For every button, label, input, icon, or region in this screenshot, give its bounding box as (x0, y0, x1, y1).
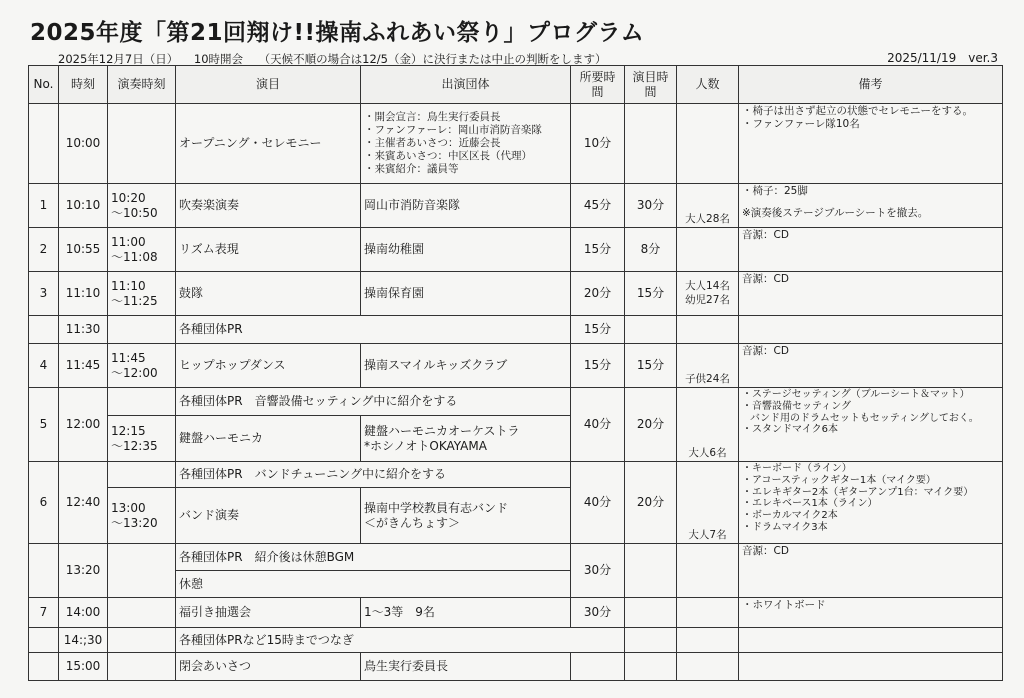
event-date: 2025年12月7日（日） (58, 52, 179, 66)
row-people (677, 104, 739, 184)
performer-line: ＜がきんちょす＞ (364, 515, 461, 530)
row-perf-time (108, 104, 176, 184)
row-prog-time (625, 544, 677, 598)
row-no: 6 (29, 462, 59, 544)
row-people: 子供24名 (677, 344, 739, 388)
row-no: 3 (29, 272, 59, 316)
version-label: 2025/11/19 ver.3 (887, 51, 998, 65)
table-row (29, 272, 1003, 316)
row-notes (739, 228, 1003, 272)
row-req-time: 40分 (571, 388, 625, 462)
row-people (677, 544, 739, 598)
table-row (29, 598, 1003, 628)
row-performer: 鳥生実行委員長 (361, 653, 571, 681)
row-notes (739, 316, 1003, 344)
perf-start: 11:10 (111, 279, 146, 294)
row-program: バンド演奏 (176, 488, 361, 544)
row-people (677, 628, 739, 653)
row-perf-time (108, 488, 176, 544)
table-row (29, 388, 1003, 416)
note-line: ・エレキギター2本（ギターアンプ1台：マイク要） (742, 486, 974, 498)
row-perf-time (108, 544, 176, 598)
row-perf-time (108, 628, 176, 653)
row-people (677, 598, 739, 628)
note-line: ・椅子は出さず起立の状態でセレモニーをする。 (742, 105, 973, 117)
row-prog-time: 30分 (625, 184, 677, 228)
note-line: ・キーボード（ライン） (742, 463, 852, 474)
row-time: 10:00 (59, 104, 108, 184)
performer-line: 鍵盤ハーモニカオーケストラ (364, 424, 520, 439)
row-time: 11:10 (59, 272, 108, 316)
row-program: 福引き抽選会 (176, 598, 361, 628)
row-no (29, 544, 59, 598)
row-rest: 休憩 (176, 571, 571, 598)
note-line: 音源：CD (742, 545, 789, 557)
row-notes (739, 104, 1003, 184)
row-req-time: 20分 (571, 272, 625, 316)
row-perf-time (108, 388, 176, 416)
row-prog-time: 20分 (625, 388, 677, 462)
row-notes (739, 344, 1003, 388)
note-line: 音源：CD (742, 273, 789, 285)
performer-line: ・主催者あいさつ：近藤会長 (364, 136, 501, 149)
col-notes: 備考 (739, 66, 1003, 104)
row-performer: 1～3等 9名 (361, 598, 571, 628)
row-notes (739, 184, 1003, 228)
row-performer (361, 416, 571, 462)
row-pr-text: 各種団体PR 音響設備セッティング中に紹介をする (176, 388, 571, 416)
row-notes (739, 653, 1003, 681)
row-people (677, 653, 739, 681)
row-program: リズム表現 (176, 228, 361, 272)
perf-end: ～12:35 (111, 438, 158, 453)
row-time: 11:45 (59, 344, 108, 388)
col-prog-time: 演目時間 (625, 66, 677, 104)
row-prog-time: 20分 (625, 462, 677, 544)
col-people: 人数 (677, 66, 739, 104)
row-program: 吹奏楽演奏 (176, 184, 361, 228)
row-req-time: 45分 (571, 184, 625, 228)
performer-line: ・開会宣言：鳥生実行委員長 (364, 110, 501, 123)
row-program: ヒップホップダンス (176, 344, 361, 388)
table-row (29, 653, 1003, 681)
row-no: 4 (29, 344, 59, 388)
row-program: 閉会あいさつ (176, 653, 361, 681)
note-line: ※演奏後ステージブルーシートを撤去。 (742, 207, 929, 220)
row-time: 10:55 (59, 228, 108, 272)
row-req-time: 30分 (571, 598, 625, 628)
page-title: 2025年度「第21回翔け!!操南ふれあい祭り」プログラム (30, 20, 645, 46)
row-program: 鼓隊 (176, 272, 361, 316)
col-performer: 出演団体 (361, 66, 571, 104)
row-no: 1 (29, 184, 59, 228)
row-perf-time (108, 184, 176, 228)
row-time: 14:;30 (59, 628, 108, 653)
row-notes (739, 388, 1003, 462)
row-notes (739, 272, 1003, 316)
note-line: ・ボーカルマイク2本 (742, 510, 838, 522)
row-pr-text: 各種団体PR バンドチューニング中に紹介をする (176, 462, 571, 488)
row-people: 大人6名 (677, 388, 739, 462)
table-row (29, 462, 1003, 488)
performer-line: 操南中学校教員有志バンド (364, 501, 509, 516)
note-line: 音源：CD (742, 229, 789, 241)
perf-end: ～13:20 (111, 515, 158, 530)
note-line: ・椅子：25脚 (742, 185, 808, 197)
row-time: 13:20 (59, 544, 108, 598)
table-row (29, 228, 1003, 272)
row-req-time: 40分 (571, 462, 625, 544)
row-req-time (571, 653, 625, 681)
row-program: 鍵盤ハーモニカ (176, 416, 361, 462)
row-req-time: 15分 (571, 344, 625, 388)
row-people (677, 228, 739, 272)
row-time: 12:00 (59, 388, 108, 462)
col-no: No. (29, 66, 59, 104)
perf-start: 13:00 (111, 501, 146, 516)
row-performer (361, 104, 571, 184)
row-people: 大人7名 (677, 462, 739, 544)
row-req-time: 30分 (571, 544, 625, 598)
table-row (29, 104, 1003, 184)
row-req-time: 15分 (571, 316, 625, 344)
row-performer: 操南保育園 (361, 272, 571, 316)
start-time: 10時開会 (193, 52, 244, 66)
row-notes (739, 628, 1003, 653)
row-perf-time (108, 598, 176, 628)
perf-end: ～11:25 (111, 293, 158, 308)
row-time: 12:40 (59, 462, 108, 544)
row-perf-time (108, 653, 176, 681)
row-people (677, 316, 739, 344)
row-performer: 操南スマイルキッズクラブ (361, 344, 571, 388)
col-perf-time: 演奏時刻 (108, 66, 176, 104)
table-row (29, 184, 1003, 228)
row-req-time: 15分 (571, 228, 625, 272)
note-line: バンド用のドラムセットもセッティングしておく。 (750, 412, 979, 424)
row-notes (739, 598, 1003, 628)
people-adults: 大人14名 (685, 280, 730, 293)
row-no (29, 628, 59, 653)
row-prog-time: 8分 (625, 228, 677, 272)
table-row (29, 544, 1003, 571)
row-prog-time (625, 628, 677, 653)
col-time: 時刻 (59, 66, 108, 104)
row-perf-time (108, 228, 176, 272)
row-prog-time: 15分 (625, 272, 677, 316)
performer-line: *ホシノオトOKAYAMA (364, 438, 487, 453)
row-no (29, 653, 59, 681)
perf-end: ～10:50 (111, 205, 158, 220)
row-perf-time (108, 416, 176, 462)
row-pr-text: 各種団体PR 紹介後は休憩BGM (176, 544, 571, 571)
note-line: ・スタンドマイク6本 (742, 424, 838, 436)
note-line: ・ホワイトボード (742, 599, 826, 611)
performer-line: ・来賓あいさつ：中区区長（代理） (364, 150, 532, 163)
row-performer (361, 488, 571, 544)
note-line: ・音響設備セッティング (742, 400, 851, 412)
row-prog-time (625, 598, 677, 628)
row-people: 大人28名 (677, 184, 739, 228)
row-time: 10:10 (59, 184, 108, 228)
perf-end: ～12:00 (111, 365, 158, 380)
col-req-time: 所要時間 (571, 66, 625, 104)
header-row (29, 66, 1003, 104)
row-prog-time (625, 653, 677, 681)
row-perf-time (108, 344, 176, 388)
row-req-time: 10分 (571, 104, 625, 184)
note-line: 音源：CD (742, 345, 789, 357)
row-performer: 操南幼稚園 (361, 228, 571, 272)
people-children: 幼児27名 (685, 293, 730, 306)
row-time: 15:00 (59, 653, 108, 681)
row-time: 11:30 (59, 316, 108, 344)
row-no (29, 316, 59, 344)
note-line: ・ファンファーレ隊10名 (742, 118, 860, 131)
row-program: オープニング・セレモニー (176, 104, 361, 184)
row-no: 5 (29, 388, 59, 462)
perf-start: 12:15 (111, 424, 146, 439)
perf-start: 11:45 (111, 351, 146, 366)
row-perf-time (108, 462, 176, 488)
row-program: 各種団体PR (176, 316, 571, 344)
row-no: 7 (29, 598, 59, 628)
weather-note: （天候不順の場合は12/5（金）に決行または中止の判断をします） (258, 52, 607, 66)
row-perf-time (108, 316, 176, 344)
row-time: 14:00 (59, 598, 108, 628)
note-line: ・ドラムマイク3本 (742, 521, 828, 533)
row-pr-text: 各種団体PRなど15時までつなぎ (176, 628, 625, 653)
row-performer: 岡山市消防音楽隊 (361, 184, 571, 228)
row-prog-time (625, 316, 677, 344)
note-line: ・エレキベース1本（ライン） (742, 498, 878, 510)
program-table (28, 65, 1003, 681)
row-no: 2 (29, 228, 59, 272)
row-no (29, 104, 59, 184)
perf-start: 10:20 (111, 191, 146, 206)
row-perf-time (108, 272, 176, 316)
note-line: ・アコースティックギター1本（マイク要） (742, 474, 936, 486)
table-row (29, 316, 1003, 344)
note-line: ・ステージセッティング（ブルーシート＆マット） (742, 389, 970, 400)
perf-end: ～11:08 (111, 249, 158, 264)
performer-line: ・ファンファーレ：岡山市消防音楽隊 (364, 123, 542, 136)
table-row (29, 344, 1003, 388)
row-prog-time: 15分 (625, 344, 677, 388)
col-program: 演目 (176, 66, 361, 104)
performer-line: ・来賓紹介：議員等 (364, 163, 459, 176)
perf-start: 11:00 (111, 235, 146, 250)
row-notes (739, 462, 1003, 544)
row-people (677, 272, 739, 316)
row-notes (739, 544, 1003, 598)
row-prog-time (625, 104, 677, 184)
table-row (29, 628, 1003, 653)
